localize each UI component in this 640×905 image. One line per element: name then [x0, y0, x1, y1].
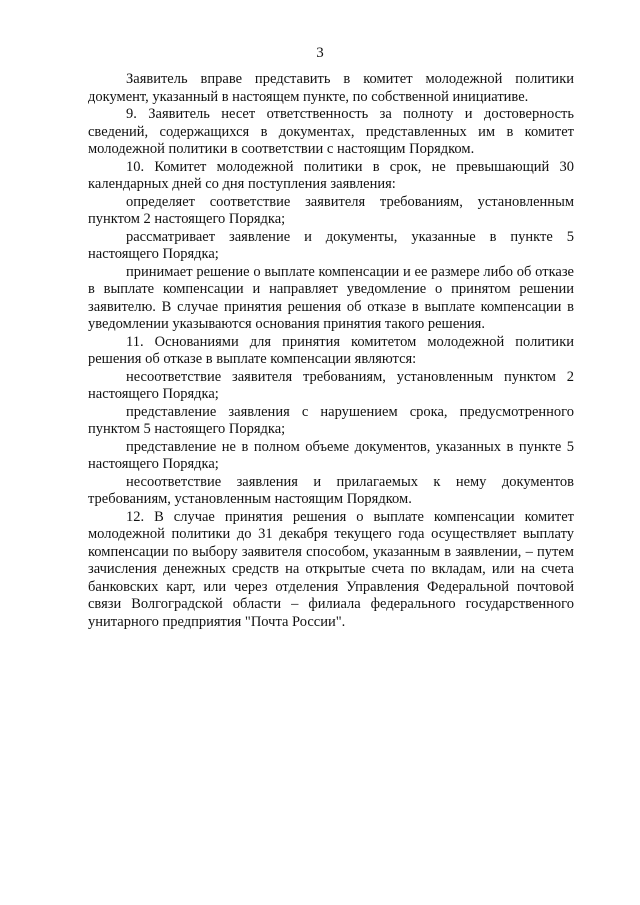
- page-number: 3: [316, 45, 324, 61]
- paragraph-9-responsibility: 9. Заявитель несет ответственность за полноту и достоверность сведений, содержащихся в документах, представленных им в комитет молодежной политики в соответствии с настоящим Порядком.: [88, 106, 574, 157]
- paragraph-11-refusal-grounds: 11. Основаниями для принятия комитетом молодежной политики решения об отказе в выплате компенсации являются:: [88, 333, 574, 367]
- paragraph-10-committee-term: 10. Комитет молодежной политики в срок, не превышающий 30 календарных дней со дня поступления заявления:: [88, 158, 574, 192]
- paragraph-10-determines: определяет соответствие заявителя требованиям, установленным пунктом 2 настоящего Порядка;: [88, 193, 574, 227]
- paragraph-applicant-right: Заявитель вправе представить в комитет молодежной политики документ, указанный в настоящем пункте, по собственной инициативе.: [88, 71, 574, 105]
- paragraph-10-decides: принимает решение о выплате компенсации и ее размере либо об отказе в выплате компенсации и направляет уведомление о принятом решении заявителю. В случае принятия решения об отказе в выплате компенсации в уведомлении указываются основания принятия такого решения.: [88, 263, 574, 332]
- document-body: [88, 71, 574, 631]
- paragraph-11-late-submission: представление заявления с нарушением срока, предусмотренного пунктом 5 настоящего Порядка;: [88, 403, 574, 437]
- paragraph-10-reviews: рассматривает заявление и документы, указанные в пункте 5 настоящего Порядка;: [88, 228, 574, 262]
- paragraph-11-nonconformity: несоответствие заявителя требованиям, установленным пунктом 2 настоящего Порядка;: [88, 368, 574, 402]
- paragraph-11-incomplete-documents: представление не в полном объеме документов, указанных в пункте 5 настоящего Порядка;: [88, 438, 574, 472]
- paragraph-11-documents-mismatch: несоответствие заявления и прилагаемых к нему документов требованиям, установленным настоящим Порядком.: [88, 473, 574, 507]
- paragraph-12-payment: 12. В случае принятия решения о выплате компенсации комитет молодежной политики до 31 декабря текущего года осуществляет выплату компенсации по выбору заявителя способом, указанным в заявлении, – путем зачисления денежных средств на открытые счета по вкладам, или на счета банковских карт, или через отделения Управления Федеральной почтовой связи Волгоградской области – филиала федерального государственного унитарного предприятия "Почта России".: [88, 508, 574, 630]
